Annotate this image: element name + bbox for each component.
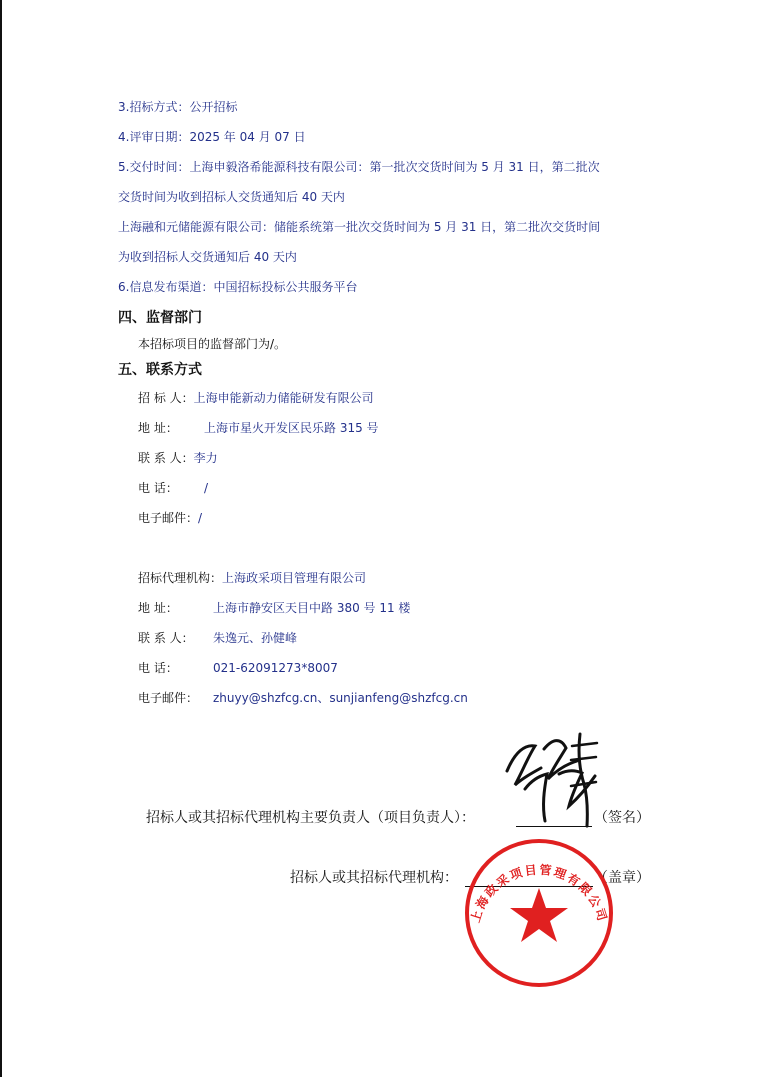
signature-org-suffix: （盖章） (594, 870, 650, 886)
agency-contact-label: 联 系 人： (138, 631, 194, 645)
signature-person-suffix: （签名） (594, 810, 650, 826)
signature-org-label: 招标人或其招标代理机构： (290, 870, 458, 886)
tenderer-address-label: 地 址： (138, 421, 178, 435)
tenderer-address-row (138, 422, 379, 434)
agency-address-row (138, 602, 410, 614)
agency-contact-row (138, 632, 297, 644)
agency-name-row (138, 572, 366, 584)
delivery-time-line-4: 为收到招标人交货通知后 40 天内 (118, 250, 297, 264)
agency-phone-value: 021-62091273*8007 (213, 661, 338, 675)
signature-person-label: 招标人或其招标代理机构主要负责人（项目负责人）： (146, 810, 475, 826)
agency-phone-row (138, 662, 338, 674)
agency-phone-label: 电 话： (138, 661, 178, 675)
delivery-time-line-1: 5.交付时间：上海申毅洛希能源科技有限公司：第一批次交货时间为 5 月 31 日，第二批次 (118, 160, 600, 174)
handwritten-signature (495, 726, 605, 830)
signature-person-line (516, 826, 592, 827)
bidding-method: 3.招标方式：公开招标 (118, 100, 238, 114)
agency-address-label: 地 址： (138, 601, 178, 615)
agency-email-value: zhuyy@shzfcg.cn、sunjianfeng@shzfcg.cn (213, 691, 468, 705)
seal-text: 上海政采项目管理有限公司 (468, 862, 610, 925)
agency-email-row (138, 692, 468, 704)
signature-org-row (290, 871, 458, 885)
tenderer-name-label: 招 标 人： (138, 391, 194, 405)
tenderer-name-value: 上海申能新动力储能研发有限公司 (193, 391, 374, 405)
tenderer-contact-row (138, 452, 218, 464)
tenderer-phone-label: 电 话： (138, 481, 178, 495)
tenderer-name-row (138, 392, 374, 404)
page-left-border (0, 0, 2, 1077)
tenderer-contact-label: 联 系 人： (138, 451, 194, 465)
agency-email-label: 电子邮件： (138, 691, 199, 705)
tenderer-email-value: / (198, 511, 203, 525)
publish-channel: 6.信息发布渠道：中国招标投标公共服务平台 (118, 280, 358, 294)
official-seal (460, 836, 618, 990)
tenderer-phone-value: / (204, 481, 209, 495)
tenderer-phone-row (138, 482, 208, 494)
delivery-time-line-2: 交货时间为收到招标人交货通知后 40 天内 (118, 190, 345, 204)
tenderer-contact-value: 李力 (193, 451, 218, 465)
delivery-time-line-3: 上海融和元储能源有限公司：储能系统第一批次交货时间为 5 月 31 日，第二批次交货时间 (118, 220, 601, 234)
tenderer-email-label: 电子邮件： (138, 511, 199, 525)
agency-name-label: 招标代理机构： (138, 571, 223, 585)
section-supervision-title: 四、监督部门 (118, 310, 202, 326)
supervision-text: 本招标项目的监督部门为/。 (138, 337, 287, 351)
agency-address-value: 上海市静安区天目中路 380 号 11 楼 (213, 601, 411, 615)
signature-person-row (146, 811, 475, 825)
tenderer-email-row (138, 512, 202, 524)
section-contact-title: 五、联系方式 (118, 362, 202, 378)
agency-name-value: 上海政采项目管理有限公司 (222, 571, 367, 585)
agency-contact-value: 朱逸元、孙健峰 (213, 631, 298, 645)
tenderer-address-value: 上海市星火开发区民乐路 315 号 (204, 421, 379, 435)
review-date: 4.评审日期：2025 年 04 月 07 日 (118, 130, 306, 144)
